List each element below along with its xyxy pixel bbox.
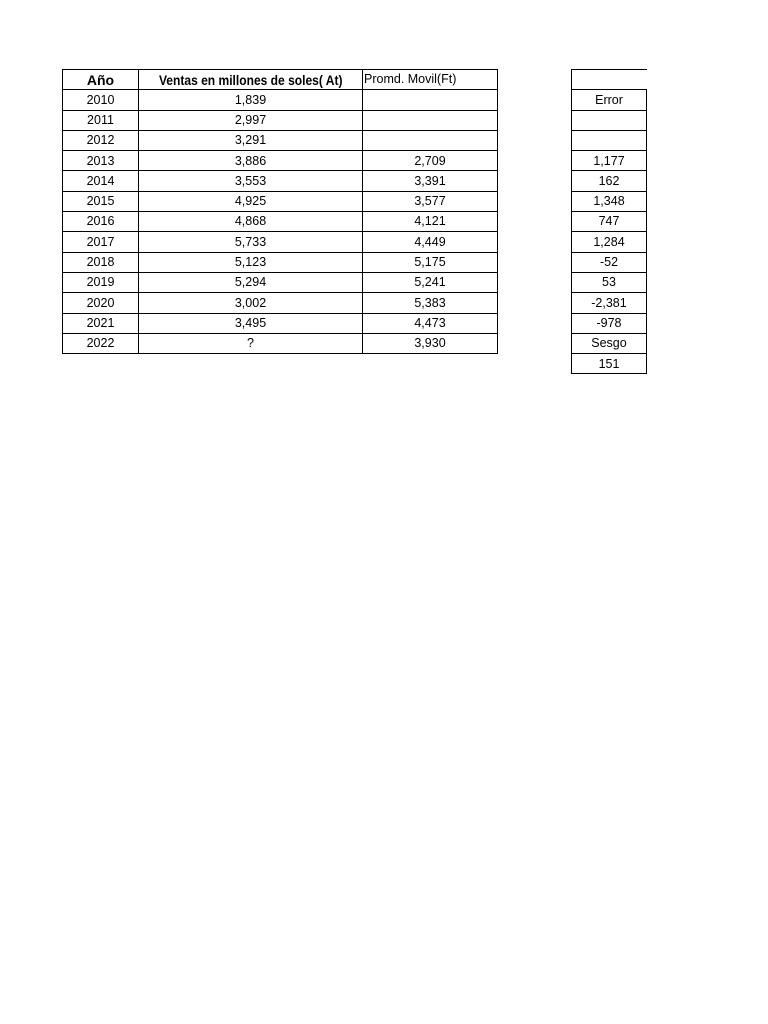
table-row bbox=[63, 130, 498, 150]
table-row bbox=[63, 252, 498, 272]
cell-year[interactable]: 2017 bbox=[63, 232, 139, 252]
cell-error[interactable] bbox=[572, 130, 647, 150]
cell-moving-average[interactable]: 5,175 bbox=[363, 252, 498, 272]
cell-moving-average[interactable] bbox=[363, 130, 498, 150]
error-table bbox=[571, 69, 647, 374]
table-row bbox=[63, 110, 498, 130]
cell-moving-average[interactable] bbox=[363, 90, 498, 110]
cell-error[interactable] bbox=[572, 110, 647, 130]
cell-error[interactable]: 747 bbox=[572, 212, 647, 232]
cell-year[interactable]: 2013 bbox=[63, 151, 139, 171]
error-row bbox=[572, 272, 647, 292]
cell-error[interactable]: 1,177 bbox=[572, 151, 647, 171]
error-row bbox=[572, 313, 647, 333]
cell-moving-average[interactable]: 3,577 bbox=[363, 191, 498, 211]
error-top-row bbox=[572, 70, 647, 90]
bias-label[interactable]: Sesgo bbox=[572, 333, 647, 353]
error-row bbox=[572, 293, 647, 313]
sales-table bbox=[62, 69, 498, 354]
cell-moving-average[interactable]: 3,391 bbox=[363, 171, 498, 191]
header-sales[interactable] bbox=[139, 70, 363, 90]
header-sales-label: Ventas en millones de soles( At) bbox=[158, 71, 343, 88]
cell-error[interactable]: -52 bbox=[572, 252, 647, 272]
table-row bbox=[63, 90, 498, 110]
cell-moving-average[interactable]: 4,449 bbox=[363, 232, 498, 252]
table-row bbox=[63, 171, 498, 191]
cell-moving-average[interactable] bbox=[363, 110, 498, 130]
cell-sales[interactable]: 4,868 bbox=[139, 212, 363, 232]
cell-sales[interactable]: 3,553 bbox=[139, 171, 363, 191]
cell-year[interactable]: 2022 bbox=[63, 333, 139, 353]
table-row bbox=[63, 151, 498, 171]
error-row bbox=[572, 110, 647, 130]
cell-sales[interactable]: 3,291 bbox=[139, 130, 363, 150]
table-row bbox=[63, 313, 498, 333]
error-header[interactable]: Error bbox=[572, 90, 647, 110]
cell-error[interactable]: -2,381 bbox=[572, 293, 647, 313]
bias-value-row bbox=[572, 354, 647, 374]
cell-year[interactable]: 2018 bbox=[63, 252, 139, 272]
cell-error[interactable]: -978 bbox=[572, 313, 647, 333]
cell-year[interactable]: 2010 bbox=[63, 90, 139, 110]
error-row bbox=[572, 171, 647, 191]
cell-sales[interactable]: ? bbox=[139, 333, 363, 353]
cell-moving-average[interactable]: 4,473 bbox=[363, 313, 498, 333]
header-year[interactable]: Año bbox=[63, 70, 139, 90]
cell-moving-average[interactable]: 2,709 bbox=[363, 151, 498, 171]
cell-error[interactable]: 1,348 bbox=[572, 191, 647, 211]
error-row bbox=[572, 151, 647, 171]
cell-error[interactable]: 162 bbox=[572, 171, 647, 191]
error-row bbox=[572, 212, 647, 232]
cell-sales[interactable]: 5,123 bbox=[139, 252, 363, 272]
error-row bbox=[572, 252, 647, 272]
cell-year[interactable]: 2021 bbox=[63, 313, 139, 333]
cell-sales[interactable]: 1,839 bbox=[139, 90, 363, 110]
error-row bbox=[572, 130, 647, 150]
bias-value[interactable]: 151 bbox=[572, 354, 647, 374]
cell-year[interactable]: 2019 bbox=[63, 272, 139, 292]
cell-sales[interactable]: 5,294 bbox=[139, 272, 363, 292]
cell-error[interactable]: 53 bbox=[572, 272, 647, 292]
cell-sales[interactable]: 3,495 bbox=[139, 313, 363, 333]
cell-sales[interactable]: 4,925 bbox=[139, 191, 363, 211]
table-row bbox=[63, 232, 498, 252]
table-row bbox=[63, 272, 498, 292]
error-row bbox=[572, 191, 647, 211]
table-row bbox=[63, 333, 498, 353]
table-row bbox=[63, 212, 498, 232]
cell-year[interactable]: 2016 bbox=[63, 212, 139, 232]
cell-moving-average[interactable]: 4,121 bbox=[363, 212, 498, 232]
header-row bbox=[63, 70, 498, 90]
cell-year[interactable]: 2012 bbox=[63, 130, 139, 150]
error-row bbox=[572, 232, 647, 252]
cell-moving-average[interactable]: 5,383 bbox=[363, 293, 498, 313]
error-header-row bbox=[572, 90, 647, 110]
cell-sales[interactable]: 3,002 bbox=[139, 293, 363, 313]
cell-year[interactable]: 2014 bbox=[63, 171, 139, 191]
cell-sales[interactable]: 3,886 bbox=[139, 151, 363, 171]
cell-moving-average[interactable]: 3,930 bbox=[363, 333, 498, 353]
cell-error[interactable]: 1,284 bbox=[572, 232, 647, 252]
cell-moving-average[interactable]: 5,241 bbox=[363, 272, 498, 292]
cell-year[interactable]: 2015 bbox=[63, 191, 139, 211]
cell-year[interactable]: 2011 bbox=[63, 110, 139, 130]
cell-sales[interactable]: 2,997 bbox=[139, 110, 363, 130]
bias-label-row bbox=[572, 333, 647, 353]
cell-year[interactable]: 2020 bbox=[63, 293, 139, 313]
table-row bbox=[63, 191, 498, 211]
cell-sales[interactable]: 5,733 bbox=[139, 232, 363, 252]
error-top-cell[interactable] bbox=[572, 70, 647, 90]
table-row bbox=[63, 293, 498, 313]
header-moving-average[interactable]: Promd. Movil(Ft) bbox=[363, 70, 498, 90]
